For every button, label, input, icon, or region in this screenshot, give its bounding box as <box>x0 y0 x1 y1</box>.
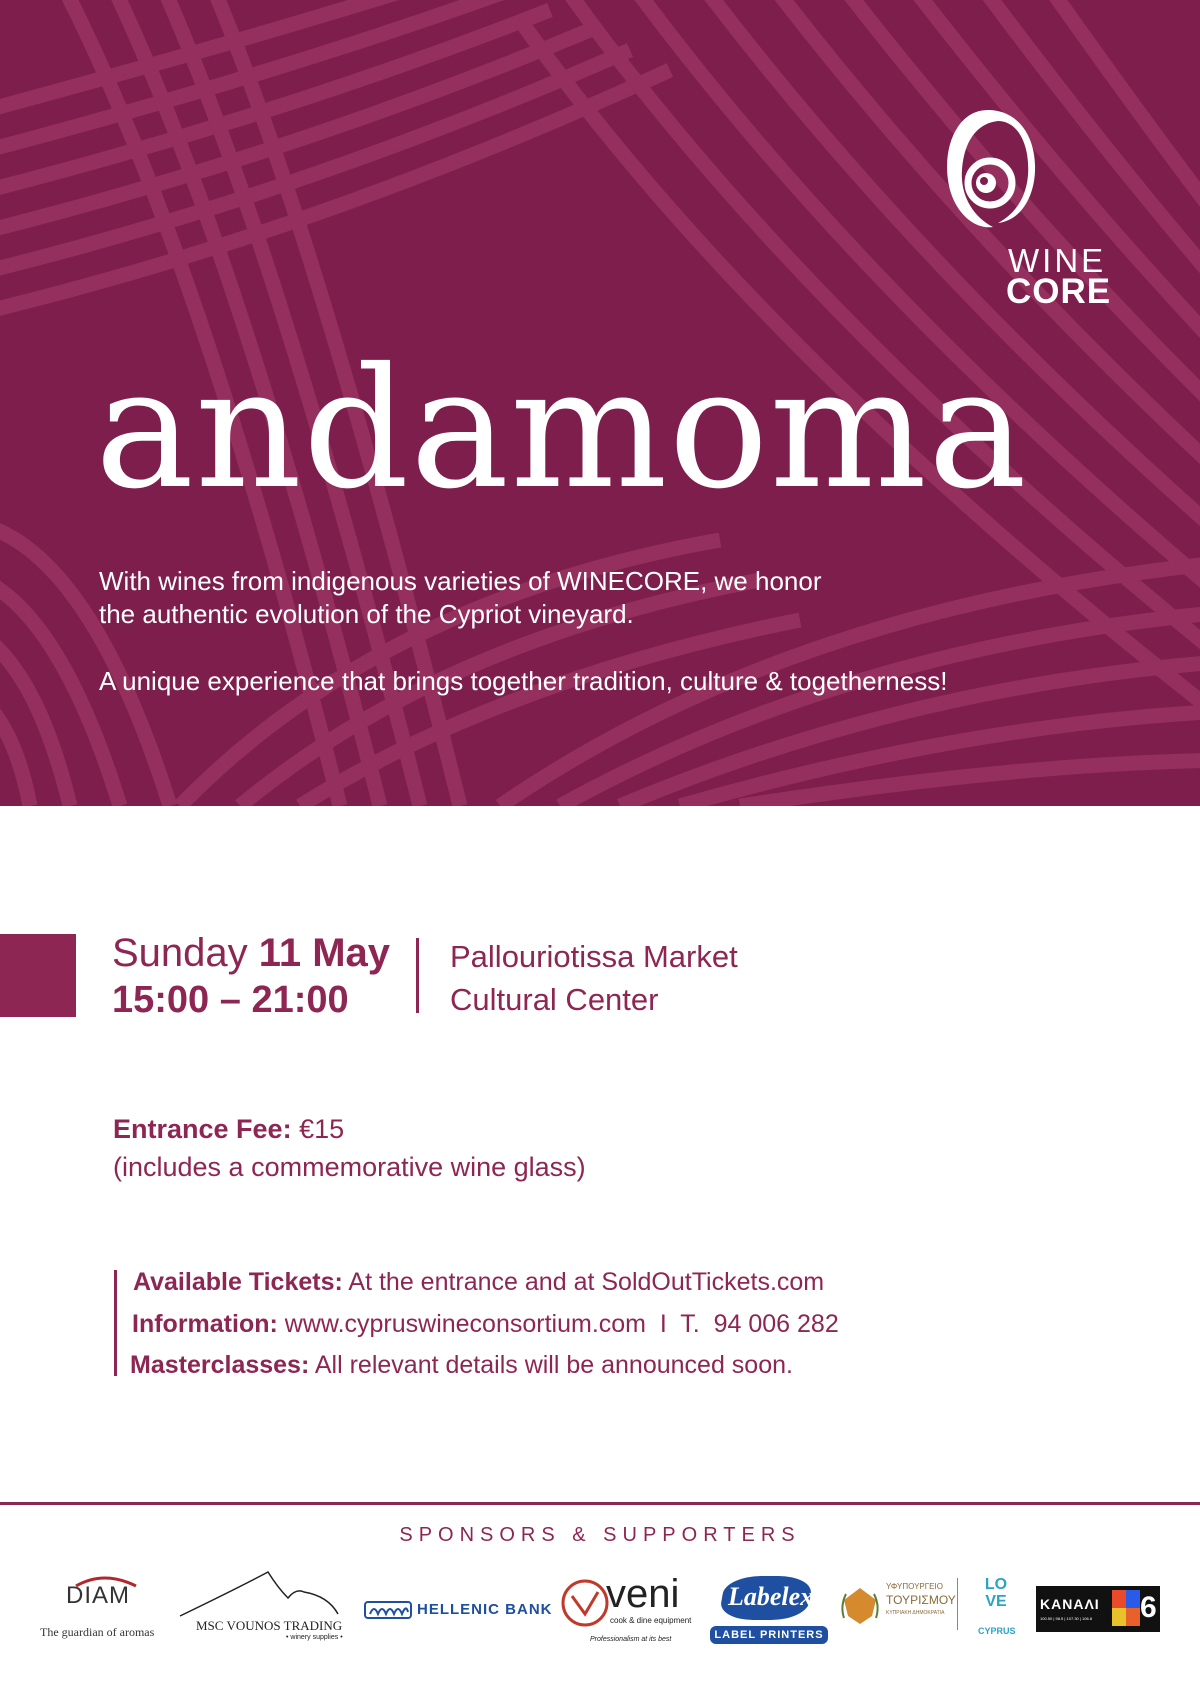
diam-name: DIAM <box>66 1582 130 1609</box>
mountain-icon <box>178 1568 360 1618</box>
vounos-name: MSC VOUNOS TRADING <box>196 1618 343 1633</box>
info-divider <box>114 1270 117 1376</box>
winecore-emblem-icon <box>938 105 1038 235</box>
love-country: CYPRUS <box>978 1626 1016 1636</box>
kanali-freqs: 100.50 | 98.5 | 107.30 | 106.8 <box>1040 1616 1093 1621</box>
tickets-value: At the entrance and at SoldOutTickets.com <box>348 1268 825 1296</box>
intro-text <box>99 565 822 631</box>
sponsor-diam <box>36 1568 176 1648</box>
fee-note: (includes a commemorative wine glass) <box>113 1152 586 1182</box>
hero-banner <box>0 0 1200 806</box>
kanali-number: 6 <box>1140 1591 1157 1624</box>
cyprus-emblem-icon <box>836 1582 884 1630</box>
event-title: andamoma <box>95 333 1028 526</box>
sponsor-separator <box>957 1578 958 1630</box>
veni-tagline-2: Professionalism at its best <box>590 1636 672 1643</box>
sponsor-kanali-6 <box>1036 1586 1160 1632</box>
tagline: A unique experience that brings together tradition, culture & togetherness! <box>99 666 948 696</box>
accent-block <box>0 934 76 1017</box>
event-venue <box>450 935 738 1021</box>
tourism-line-1: ΥΦΥΠΟΥΡΓΕΙΟ <box>886 1582 943 1591</box>
event-date-value: 11 May <box>258 931 391 975</box>
kanali-block-blue <box>1126 1590 1140 1608</box>
schedule-divider <box>416 938 419 1013</box>
fee-label: Entrance Fee: <box>113 1114 292 1144</box>
vounos-tagline: • winery supplies • <box>286 1634 343 1641</box>
sponsor-vounos <box>178 1568 360 1648</box>
event-date <box>112 930 390 976</box>
tickets-info <box>133 1266 824 1298</box>
kanali-block-yellow <box>1112 1608 1126 1626</box>
sponsor-hellenic-bank <box>364 1598 554 1622</box>
masterclasses-value: All relevant details will be announced soon. <box>314 1351 793 1379</box>
event-time: 15:00 – 21:00 <box>112 979 349 1021</box>
sponsor-labelex <box>710 1576 828 1648</box>
entrance-fee <box>113 1110 586 1186</box>
kanali-block-red <box>1112 1590 1126 1608</box>
sponsors-divider <box>0 1502 1200 1505</box>
logo-core-text: CORE <box>1006 272 1112 311</box>
sponsor-deputy-ministry-tourism <box>836 1580 956 1636</box>
intro-line-1: With wines from indigenous varieties of WINECORE, we honor <box>99 566 822 596</box>
venue-line-2: Cultural Center <box>450 982 659 1017</box>
sponsor-love-cyprus <box>978 1576 1020 1640</box>
tourism-line-3: ΚΥΠΡΙΑΚΗ ΔΗΜΟΚΡΑΤΙΑ <box>886 1610 945 1616</box>
sponsor-veni <box>560 1572 695 1648</box>
veni-tagline: cook & dine equipment <box>610 1616 692 1625</box>
love-word: LOVE <box>984 1576 1008 1610</box>
event-day: Sunday <box>112 931 248 975</box>
venue-line-1: Pallouriotissa Market <box>450 939 738 974</box>
fee-value: €15 <box>299 1114 345 1144</box>
hellenic-bank-logo-icon <box>364 1600 412 1620</box>
diam-tagline: The guardian of aromas <box>40 1625 155 1639</box>
labelex-name: Labelex <box>728 1582 814 1611</box>
information-value: www.cypruswineconsortium.com I T. 94 006 282 <box>284 1310 839 1338</box>
labelex-tagline: LABEL PRINTERS <box>710 1626 828 1644</box>
kanali-block-orange <box>1126 1608 1140 1626</box>
sponsors-title: SPONSORS & SUPPORTERS <box>399 1524 801 1546</box>
information-label: Information: <box>132 1310 278 1338</box>
logo-wine-text: WINE <box>1008 242 1107 279</box>
masterclasses-info <box>130 1349 793 1381</box>
masterclasses-label: Masterclasses: <box>130 1351 310 1379</box>
tickets-label: Available Tickets: <box>133 1268 343 1296</box>
tourism-line-2: ΤΟΥΡΙΣΜΟΥ <box>886 1593 956 1607</box>
veni-name: veni <box>606 1572 680 1616</box>
contact-info <box>132 1308 839 1340</box>
veni-logo-icon <box>560 1578 610 1628</box>
kanali-name: ΚΑΝΑΛΙ <box>1040 1596 1100 1612</box>
hellenic-bank-name: HELLENIC BANK <box>417 1601 553 1618</box>
intro-line-2: the authentic evolution of the Cypriot vineyard. <box>99 599 634 629</box>
winecore-logo <box>930 105 1130 315</box>
